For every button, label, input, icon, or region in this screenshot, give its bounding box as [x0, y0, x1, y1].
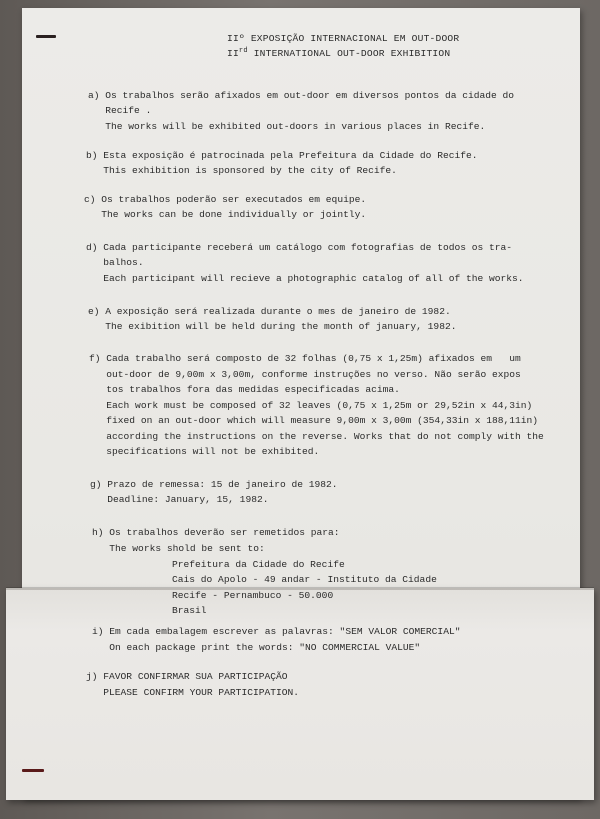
address-line-2: Cais do Apolo - 49 andar - Instituto da Cidade — [172, 574, 437, 585]
item-f-line-7: specifications will not be exhibited. — [89, 446, 320, 457]
address-line-1: Prefeitura da Cidade do Recife — [172, 559, 345, 570]
item-a-line-3: The works will be exhibited out-doors in various places in Recife. — [88, 121, 486, 132]
item-a-line-1: a) Os trabalhos serão afixados em out-door em diversos pontos da cidade do — [88, 90, 515, 101]
item-h-line-2: The works shold be sent to: — [92, 543, 265, 554]
item-e-line-2: The exibition will be held during the month of january, 1982. — [88, 321, 457, 332]
title-english: IIrd INTERNATIONAL OUT-DOOR EXHIBITION — [227, 47, 451, 59]
item-g-line-2: Deadline: January, 15, 1982. — [90, 494, 269, 505]
item-d-line-3: Each participant will recieve a photographic catalog of all of the works. — [86, 273, 524, 284]
item-d-line-2: balhos. — [86, 257, 144, 268]
title-portuguese: IIº EXPOSIÇÃO INTERNACIONAL EM OUT-DOOR — [227, 33, 460, 44]
item-i-line-1: i) Em cada embalagem escrever as palavras: "SEM VALOR COMERCIAL" — [92, 626, 461, 637]
address-line-3: Recife - Pernambuco - 50.000 — [172, 590, 334, 601]
item-h-line-1: h) Os trabalhos deverão ser remetidos para: — [92, 527, 340, 538]
item-i-line-2: On each package print the words: "NO COMMERCIAL VALUE" — [92, 642, 421, 653]
item-d-line-1: d) Cada participante receberá um catálogo com fotografias de todos os tra- — [86, 242, 513, 253]
address-line-4: Brasil — [172, 605, 207, 616]
item-f-line-4: Each work must be composed of 32 leaves (0,75 x 1,25m or 29,52in x 44,3in) — [89, 400, 533, 411]
item-j-line-2: PLEASE CONFIRM YOUR PARTICIPATION. — [86, 687, 300, 698]
item-c-line-2: The works can be done individually or jointly. — [84, 209, 367, 220]
item-c-line-1: c) Os trabalhos poderão ser executados em equipe. — [84, 194, 367, 205]
item-b-line-2: This exhibition is sponsored by the city of Recife. — [86, 165, 397, 176]
item-f-line-1: f) Cada trabalho será composto de 32 folhas (0,75 x 1,25m) afixados em um — [89, 353, 521, 364]
item-f-line-6: according the instructions on the reverse. Works that do not comply with the — [89, 431, 544, 442]
item-e-line-1: e) A exposição será realizada durante o mes de janeiro de 1982. — [88, 306, 451, 317]
item-f-line-2: out-door de 9,00m x 3,00m, conforme instruções no verso. Não serão expos — [89, 369, 521, 380]
item-g-line-1: g) Prazo de remessa: 15 de janeiro de 1982. — [90, 479, 338, 490]
item-a-line-2: Recife . — [88, 105, 152, 116]
item-b-line-1: b) Esta exposição é patrocinada pela Prefeitura da Cidade do Recife. — [86, 150, 478, 161]
item-j-line-1: j) FAVOR CONFIRMAR SUA PARTICIPAÇÃO — [86, 671, 288, 682]
item-f-line-3: tos trabalhos fora das medidas especificadas acima. — [89, 384, 400, 395]
item-f-line-5: fixed on an out-door which will measure 9,00m x 3,00m (354,33in x 188,11in) — [89, 415, 539, 426]
